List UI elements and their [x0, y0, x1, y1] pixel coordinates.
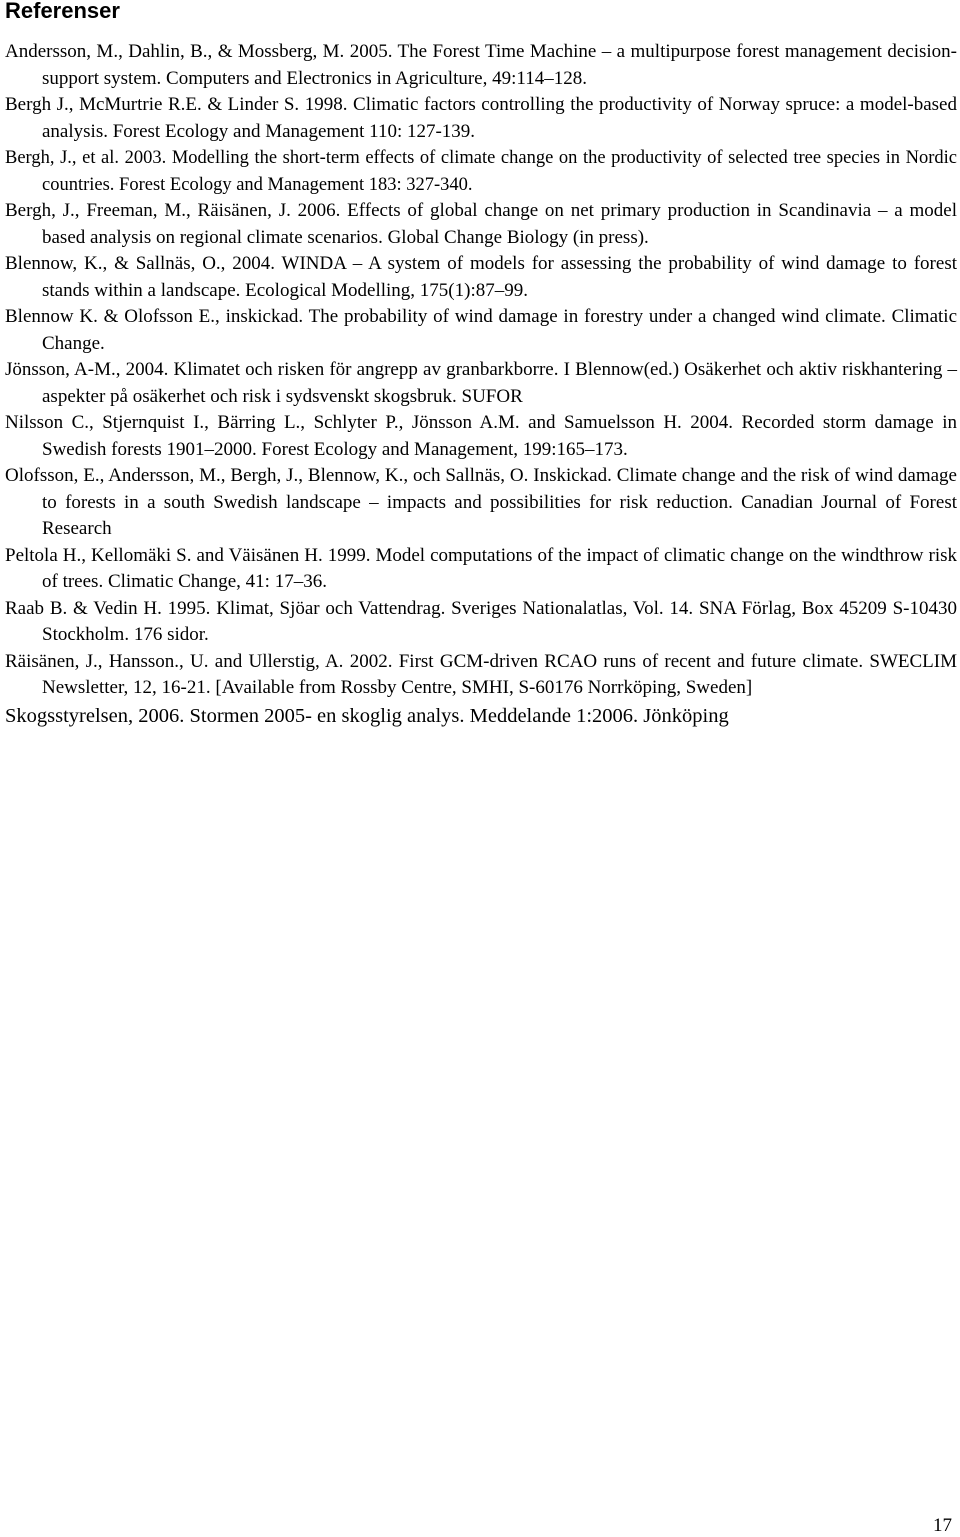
reference-item: Andersson, M., Dahlin, B., & Mossberg, M. 2005. The Forest Time Machine – a multipurpose forest management decision-support system. Computers and Electronics in Agriculture, 49:114–128. [5, 41, 957, 89]
reference-item: Blennow, K., & Sallnäs, O., 2004. WINDA – A system of models for assessing the probability of wind damage to forest stands within a landscape. Ecological Modelling, 175(1):87–99. [5, 253, 957, 301]
reference-item: Olofsson, E., Andersson, M., Bergh, J., Blennow, K., och Sallnäs, O. Inskickad. Climate change and the risk of wind damage to forests in a south Swedish landscape – impacts and possibilities for risk reduction. Canadian Journal of Forest Research [5, 465, 957, 539]
reference-item: Raab B. & Vedin H. 1995. Klimat, Sjöar och Vattendrag. Sveriges Nationalatlas, Vol. 14. SNA Förlag, Box 45209 S-10430 Stockholm. 176 sidor. [5, 597, 957, 645]
page-number: 17 [933, 1515, 952, 1536]
reference-list [5, 39, 957, 730]
reference-item: Räisänen, J., Hansson., U. and Ullerstig, A. 2002. First GCM-driven RCAO runs of recent and future climate. SWECLIM Newsletter, 12, 16-21. [Available from Rossby Centre, SMHI, S-60176 Norrköping, Sweden] [5, 650, 957, 698]
reference-item: Blennow K. & Olofsson E., inskickad. The probability of wind damage in forestry under a changed wind climate. Climatic Change. [5, 306, 957, 354]
reference-item: Bergh, J., et al. 2003. Modelling the short-term effects of climate change on the productivity of selected tree species in Nordic countries. Forest Ecology and Management 183: 327-340. [5, 148, 957, 195]
reference-item: Bergh, J., Freeman, M., Räisänen, J. 2006. Effects of global change on net primary production in Scandinavia – a model based analysis on regional climate scenarios. Global Change Biology (in press). [5, 200, 957, 248]
reference-item: Peltola H., Kellomäki S. and Väisänen H. 1999. Model computations of the impact of climatic change on the windthrow risk of trees. Climatic Change, 41: 17–36. [5, 544, 957, 592]
page-heading: Referenser [5, 0, 120, 23]
reference-item: Nilsson C., Stjernquist I., Bärring L., Schlyter P., Jönsson A.M. and Samuelsson H. 2004. Recorded storm damage in Swedish forests 1901–2000. Forest Ecology and Management, 199:165–173. [5, 412, 957, 460]
reference-item: Skogsstyrelsen, 2006. Stormen 2005- en skoglig analys. Meddelande 1:2006. Jönköping [5, 704, 729, 727]
reference-item: Bergh J., McMurtrie R.E. & Linder S. 1998. Climatic factors controlling the productivity of Norway spruce: a model-based analysis. Forest Ecology and Management 110: 127-139. [5, 94, 957, 142]
reference-item: Jönsson, A-M., 2004. Klimatet och risken för angrepp av granbarkborre. I Blennow(ed.) Osäkerhet och aktiv riskhantering – aspekter på osäkerhet och risk i sydsvenskt skogsbruk. SUFOR [5, 359, 957, 407]
